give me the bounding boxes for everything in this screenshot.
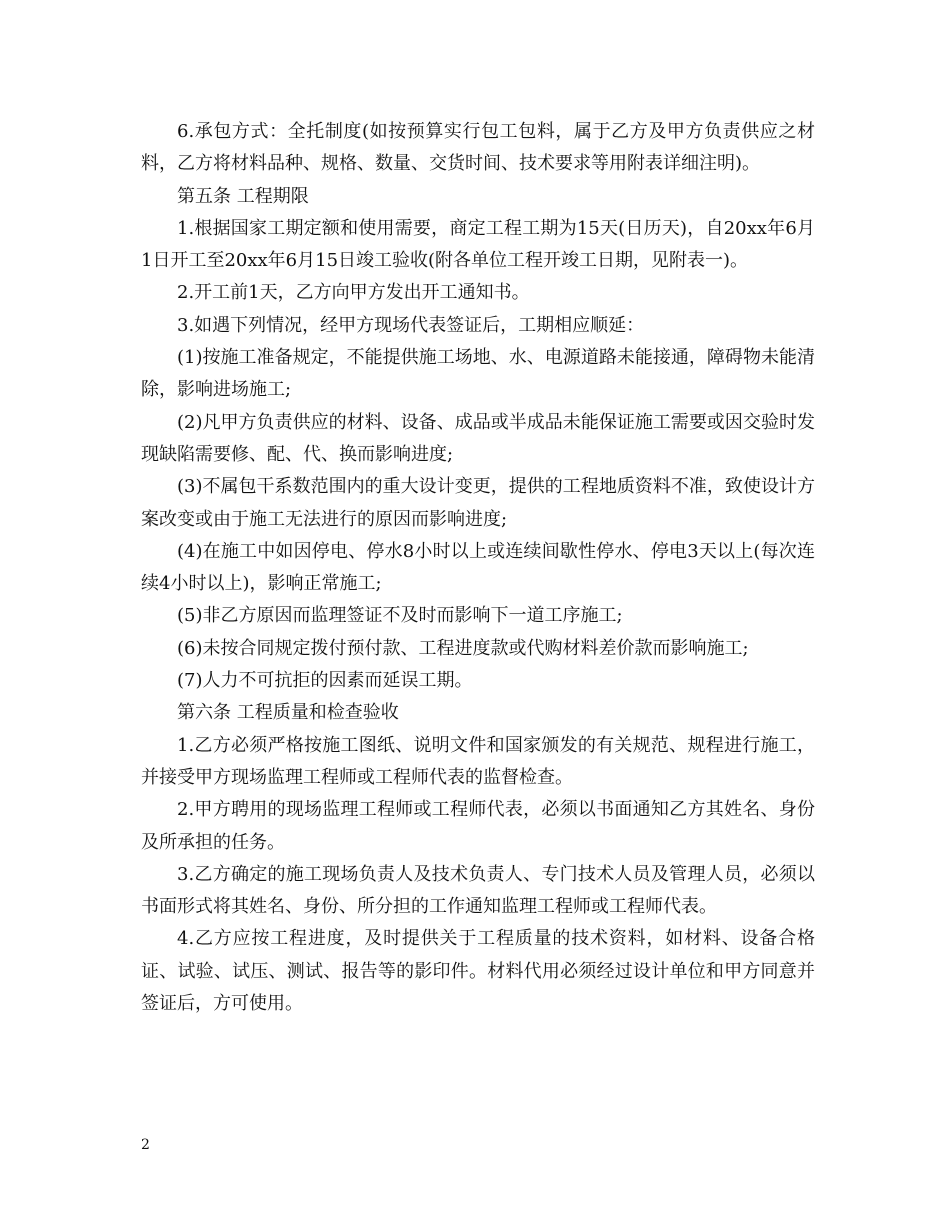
list-item-extension-6: (6)未按合同规定拨付预付款、工程进度款或代购材料差价款而影响施工;: [177, 637, 749, 659]
document-body: [141, 116, 815, 1020]
list-item-extension-4: (4)在施工中如因停电、停水8小时以上或连续间歇性停水、停电3天以上(每次连续4小时以上)，影响正常施工;: [141, 540, 815, 595]
paragraph-duration: 1.根据国家工期定额和使用需要，商定工程工期为15天(日历天)，自20xx年6月1日开工至20xx年6月15日竣工验收(附各单位工程开竣工日期，见附表一)。: [141, 217, 815, 272]
paragraph-start-notice: 2.开工前1天，乙方向甲方发出开工通知书。: [177, 282, 530, 304]
paragraph-supervisor-notice: 2.甲方聘用的现场监理工程师或工程师代表，必须以书面通知乙方其姓名、身份及所承担的任务。: [141, 799, 815, 853]
paragraph-quality-construction: 1.乙方必须严格按施工图纸、说明文件和国家颁发的有关规范、规程进行施工，并接受甲方现场监理工程师或工程师代表的监督检查。: [141, 734, 815, 788]
paragraph-extension-conditions: 3.如遇下列情况，经甲方现场代表签证后，工期相应顺延：: [177, 314, 645, 336]
article-5-heading: 第五条 工程期限: [177, 185, 309, 207]
list-item-extension-1: (1)按施工准备规定，不能提供施工场地、水、电源道路未能接通，障碍物未能清除，影响进场施工;: [141, 347, 815, 401]
list-item-extension-3: (3)不属包干系数范围内的重大设计变更，提供的工程地质资料不准，致使设计方案改变或由于施工无法进行的原因而影响进度;: [141, 476, 815, 530]
list-item-extension-5: (5)非乙方原因而监理签证不及时而影响下一道工序施工;: [177, 605, 623, 627]
page-number: 2: [141, 1137, 150, 1153]
list-item-extension-7: (7)人力不可抗拒的因素而延误工期。: [177, 670, 473, 692]
paragraph-technical-documents: 4.乙方应按工程进度，及时提供关于工程质量的技术资料，如材料、设备合格证、试验、试压、测试、报告等的影印件。材料代用必须经过设计单位和甲方同意并签证后，方可使用。: [141, 928, 815, 1015]
article-6-heading: 第六条 工程质量和检查验收: [177, 702, 399, 724]
paragraph-contract-method: 6.承包方式：全托制度(如按预算实行包工包料，属于乙方及甲方负责供应之材料，乙方将材料品种、规格、数量、交货时间、技术要求等用附表详细注明)。: [141, 121, 815, 175]
list-item-extension-2: (2)凡甲方负责供应的材料、设备、成品或半成品未能保证施工需要或因交验时发现缺陷需要修、配、代、换而影响进度;: [141, 411, 815, 465]
paragraph-site-personnel: 3.乙方确定的施工现场负责人及技术负责人、专门技术人员及管理人员，必须以书面形式将其姓名、身份、所分担的工作通知监理工程师或工程师代表。: [141, 863, 815, 918]
